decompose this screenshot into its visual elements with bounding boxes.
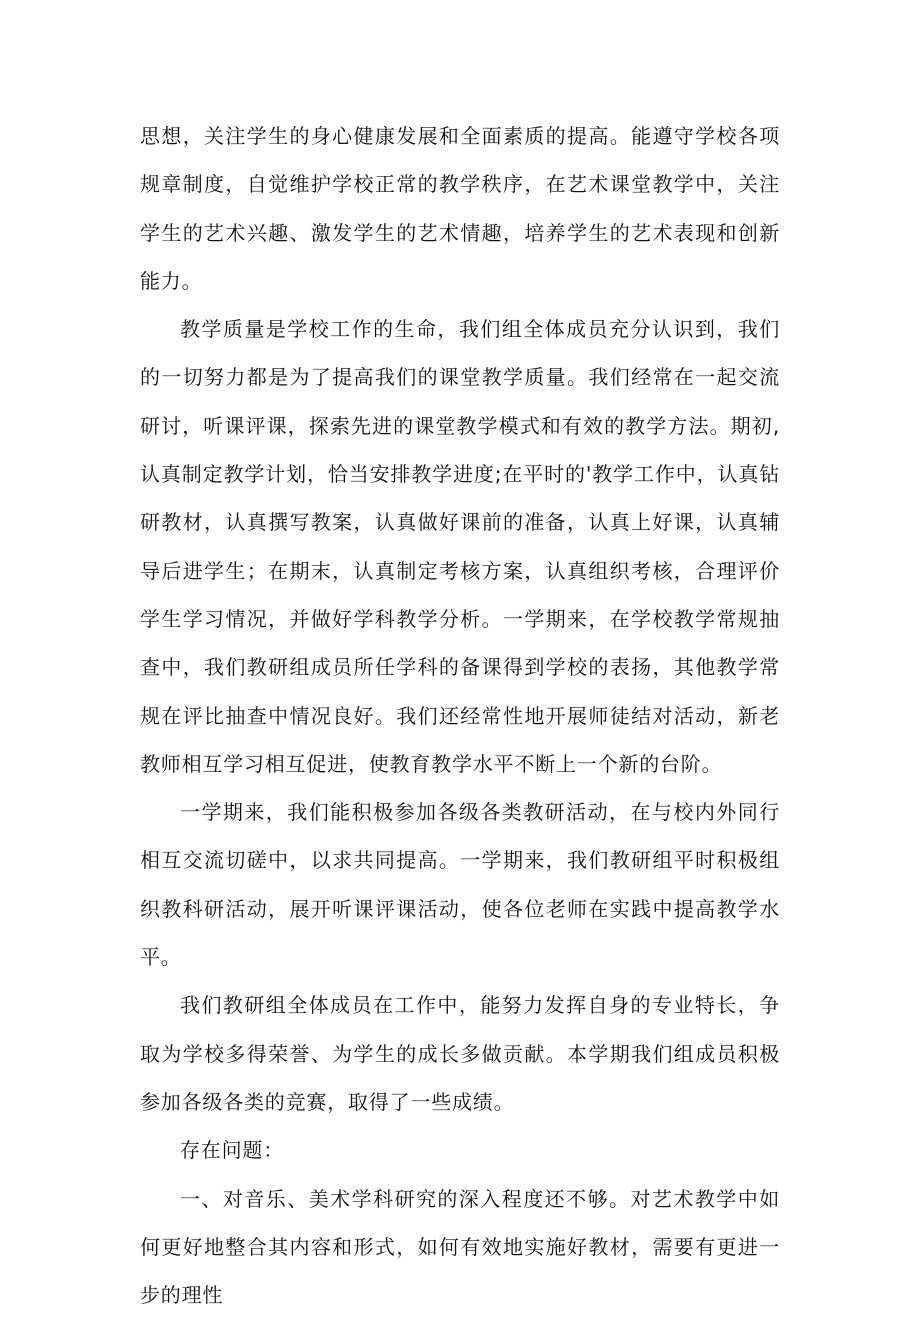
document-body [140, 112, 780, 1319]
paragraph-2: 教学质量是学校工作的生命，我们组全体成员充分认识到，我们的一切努力都是为了提高我们的课堂教学质量。我们经常在一起交流研讨，听课评课，探索先进的课堂教学模式和有效的教学方法。期初,认真制定教学计划，恰当安排教学进度;在平时的'教学工作中，认真钻研教材，认真撰写教案，认真做好课前的准备，认真上好课，认真辅导后进学生；在期末，认真制定考核方案，认真组织考核，合理评价学生学习情况，并做好学科教学分析。一学期来，在学校教学常规抽查中，我们教研组成员所任学科的备课得到学校的表扬，其他教学常规在评比抽查中情况良好。我们还经常性地开展师徒结对活动，新老教师相互学习相互促进，使教育教学水平不断上一个新的台阶。 [140, 317, 780, 776]
paragraph-6: 一、对音乐、美术学科研究的深入程度还不够。对艺术教学中如何更好地整合其内容和形式，如何有效地实施好教材，需要有更进一步的理性 [140, 1186, 780, 1308]
paragraph-5: 存在问题： [180, 1138, 284, 1163]
paragraph-4: 我们教研组全体成员在工作中，能努力发挥自身的专业特长，争取为学校多得荣誉、为学生的成长多做贡献。本学期我们组成员积极参加各级各类的竞赛，取得了一些成绩。 [140, 993, 780, 1114]
paragraph-3: 一学期来，我们能积极参加各级各类教研活动，在与校内外同行相互交流切磋中，以求共同提高。一学期来，我们教研组平时积极组织教科研活动，展开听课评课活动，使各位老师在实践中提高教学水平。 [140, 800, 780, 970]
paragraph-1: 思想，关注学生的身心健康发展和全面素质的提高。能遵守学校各项规章制度，自觉维护学校正常的教学秩序，在艺术课堂教学中，关注学生的艺术兴趣、激发学生的艺术情趣，培养学生的艺术表现和创新能力。 [140, 124, 780, 293]
